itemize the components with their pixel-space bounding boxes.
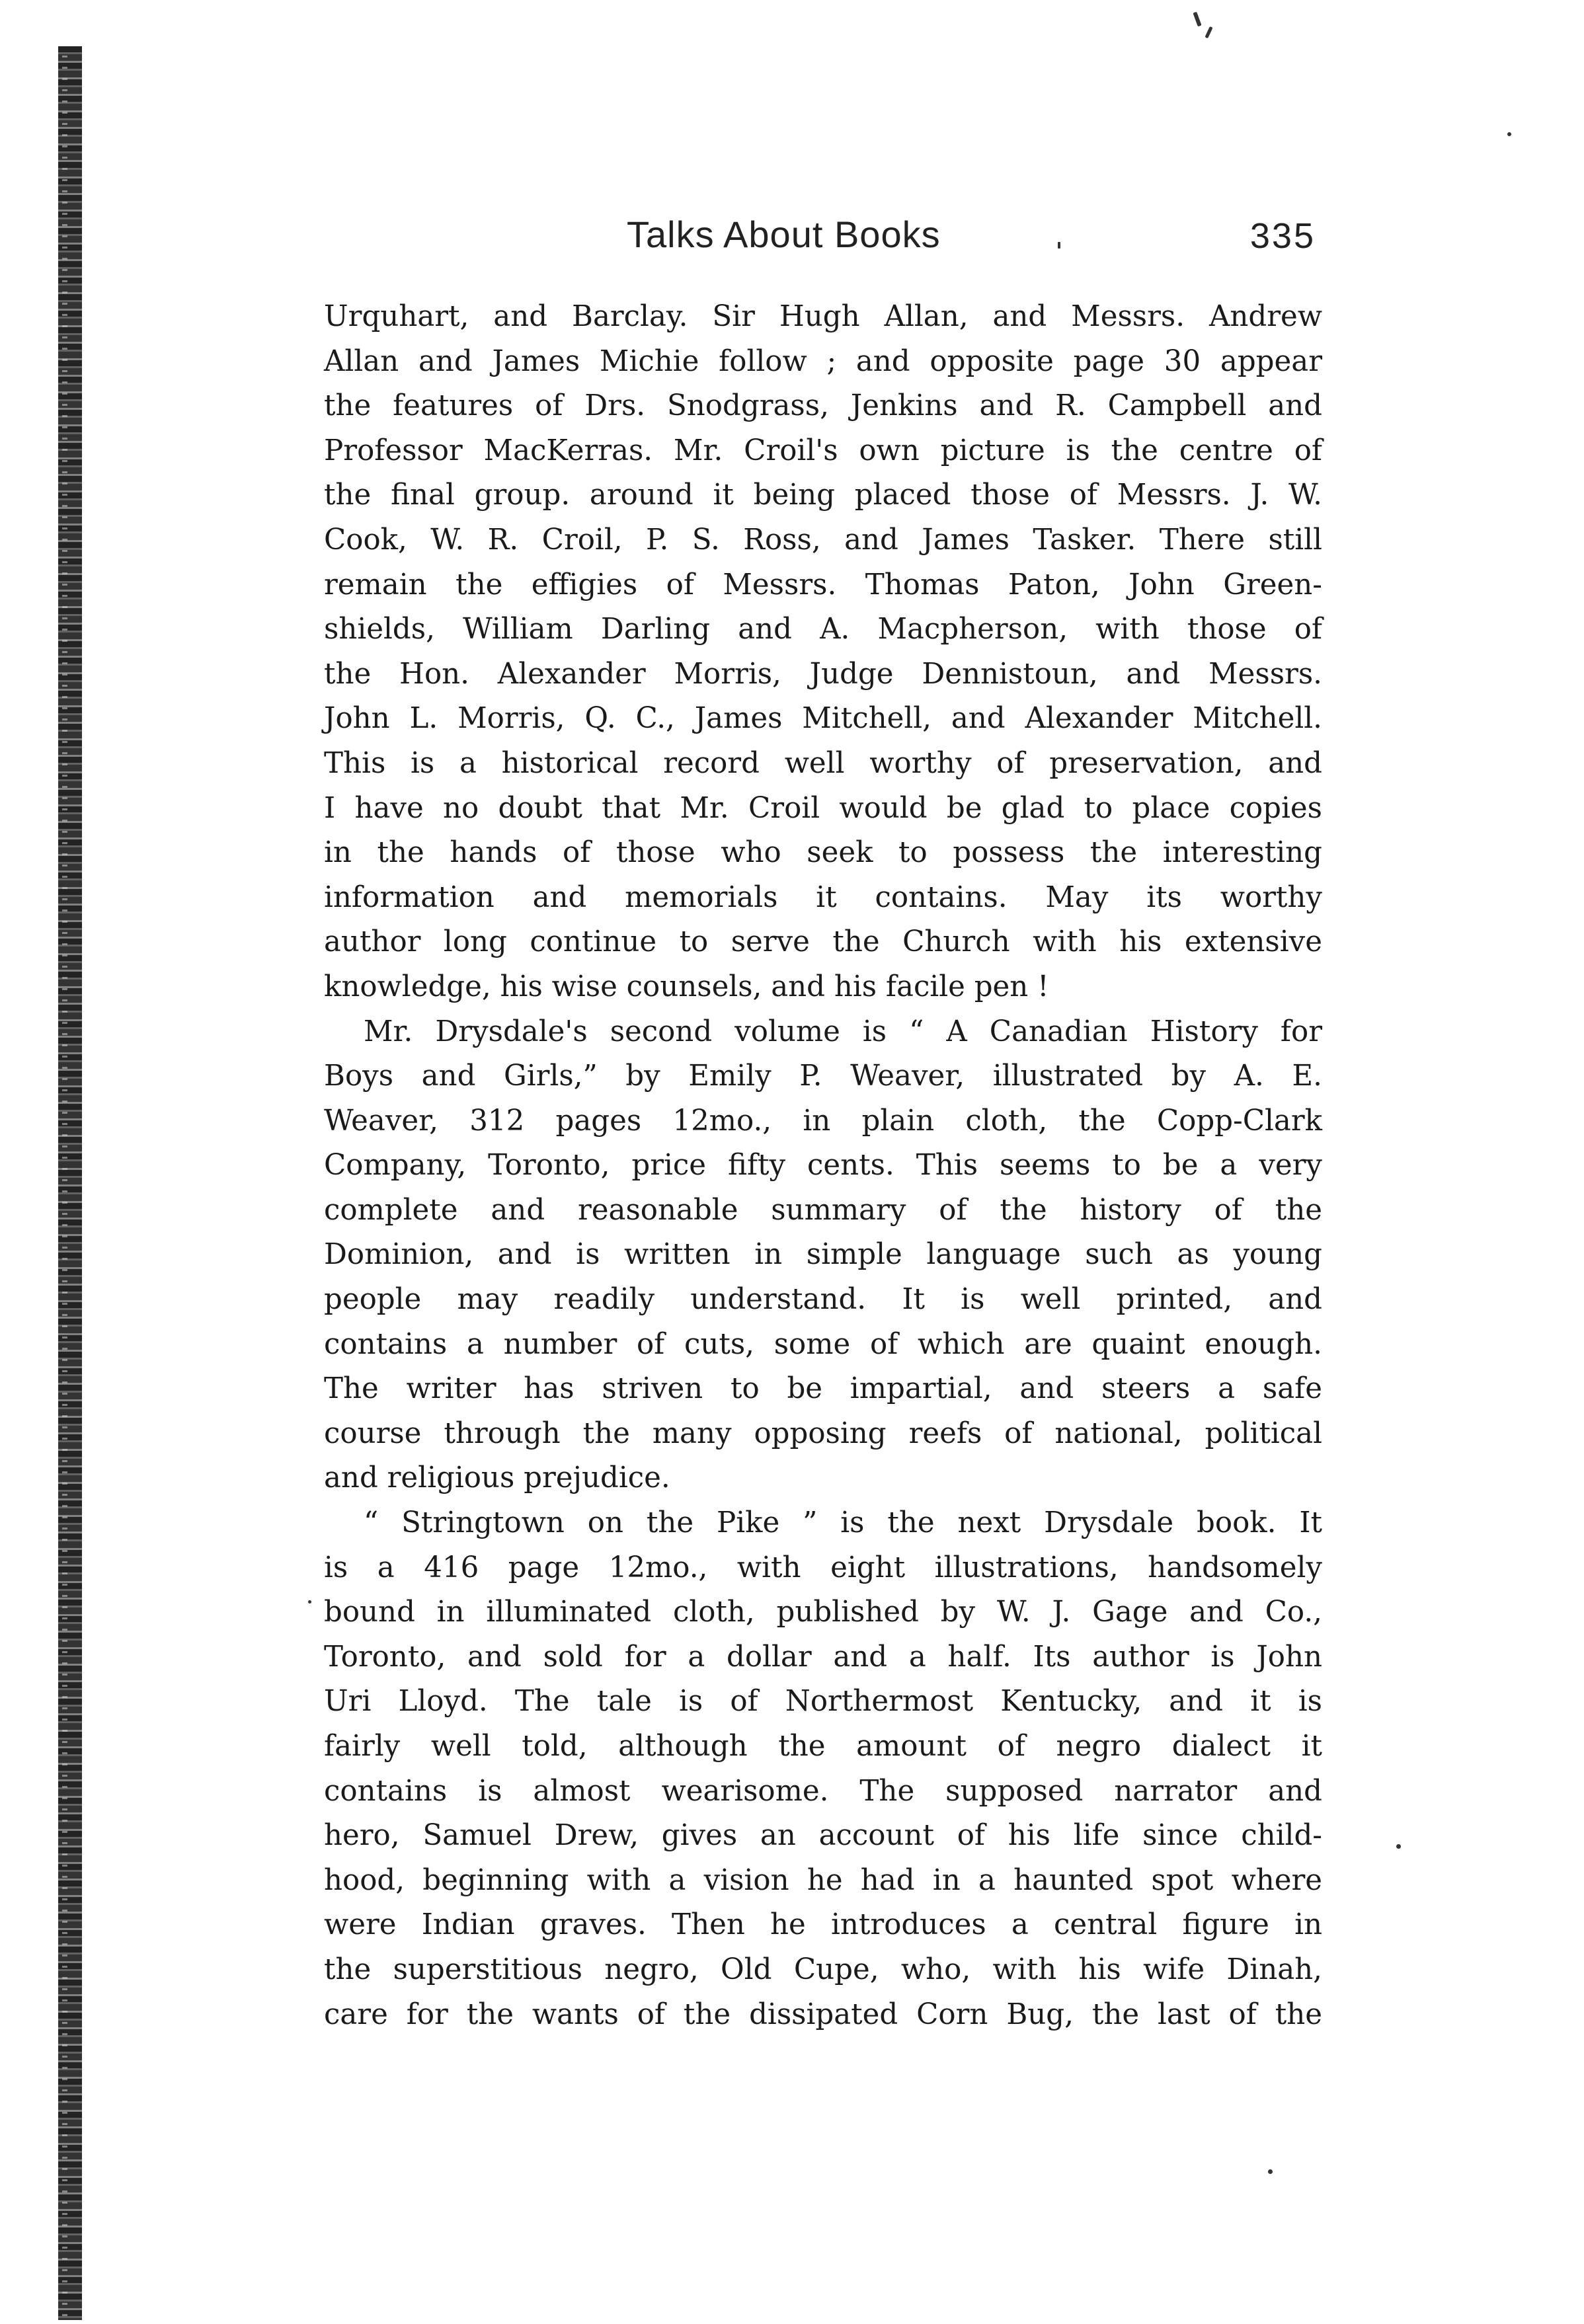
text-line: knowledge, his wise counsels, and his facile pen ! xyxy=(324,970,1049,1003)
text-line: Toronto, and sold for a dollar and a half. Its author is John xyxy=(324,1640,1322,1674)
text-line: in the hands of those who seek to possess the interesting xyxy=(324,836,1322,870)
text-line: remain the effigies of Messrs. Thomas Paton, John Green- xyxy=(324,568,1322,601)
text-line: This is a historical record well worthy of preservation, and xyxy=(324,746,1322,780)
text-line: the superstitious negro, Old Cupe, who, with his wife Dinah, xyxy=(324,1953,1322,1986)
running-head xyxy=(317,213,1322,272)
text-line: care for the wants of the dissipated Corn Bug, the last of the xyxy=(324,1997,1322,2031)
scan-speck xyxy=(308,1600,311,1604)
text-line: The writer has striven to be impartial, and steers a safe xyxy=(324,1372,1322,1406)
text-line: Company, Toronto, price fifty cents. This seems to be a very xyxy=(324,1149,1322,1182)
text-line: Boys and Girls,” by Emily P. Weaver, illustrated by A. E. xyxy=(324,1060,1322,1093)
text-line: Dominion, and is written in simple language such as young xyxy=(324,1238,1322,1272)
text-line: is a 416 page 12mo., with eight illustrations, handsomely xyxy=(324,1551,1322,1584)
text-line: Urquhart, and Barclay. Sir Hugh Allan, and Messrs. Andrew xyxy=(324,300,1322,333)
body-text xyxy=(324,295,1322,2037)
text-line: complete and reasonable summary of the history of the xyxy=(324,1193,1322,1227)
book-binding-edge xyxy=(58,46,82,2320)
text-line: Allan and James Michie follow ; and opposite page 30 appear xyxy=(324,344,1322,378)
text-line: Professor MacKerras. Mr. Croil's own picture is the centre of xyxy=(324,434,1322,467)
text-line: and religious prejudice. xyxy=(324,1461,670,1495)
text-line: Mr. Drysdale's second volume is “ A Canadian History for xyxy=(364,1015,1322,1048)
text-line: I have no doubt that Mr. Croil would be glad to place copies xyxy=(324,791,1322,825)
text-line: information and memorials it contains. May its worthy xyxy=(324,880,1322,914)
text-line: “ Stringtown on the Pike ” is the next Drysdale book. It xyxy=(364,1506,1322,1540)
scan-speck xyxy=(1205,26,1212,38)
text-line: fairly well told, although the amount of negro dialect it xyxy=(324,1730,1322,1763)
text-line: hood, beginning with a vision he had in a haunted spot where xyxy=(324,1863,1322,1897)
text-line: the Hon. Alexander Morris, Judge Dennistoun, and Messrs. xyxy=(324,657,1322,691)
page-number: 335 xyxy=(1249,216,1316,256)
text-line: the features of Drs. Snodgrass, Jenkins and R. Campbell and xyxy=(324,389,1322,423)
text-line: Cook, W. R. Croil, P. S. Ross, and James Tasker. There still xyxy=(324,523,1322,557)
text-line: were Indian graves. Then he introduces a central figure in xyxy=(324,1908,1322,1942)
text-line: course through the many opposing reefs of national, political xyxy=(324,1416,1322,1450)
text-line: shields, William Darling and A. Macpherson, with those of xyxy=(324,613,1322,646)
scan-speck xyxy=(1507,132,1511,136)
text-line: people may readily understand. It is well printed, and xyxy=(324,1283,1322,1317)
scan-speck xyxy=(1396,1844,1401,1849)
text-line: the final group. around it being placed those of Messrs. J. W. xyxy=(324,479,1322,512)
scan-speck xyxy=(1268,2169,1273,2174)
scan-speck xyxy=(1193,12,1201,27)
text-line: contains a number of cuts, some of which are quaint enough. xyxy=(324,1327,1322,1361)
text-line: hero, Samuel Drew, gives an account of his life since child- xyxy=(324,1819,1322,1853)
text-line: Uri Lloyd. The tale is of Northermost Kentucky, and it is xyxy=(324,1685,1322,1719)
running-title: Talks About Books xyxy=(627,213,941,255)
text-line: Weaver, 312 pages 12mo., in plain cloth, the Copp-Clark xyxy=(324,1104,1322,1138)
text-line: author long continue to serve the Church with his extensive xyxy=(324,925,1322,959)
text-line: bound in illuminated cloth, published by W. J. Gage and Co., xyxy=(324,1596,1322,1629)
text-line: John L. Morris, Q. C., James Mitchell, and Alexander Mitchell. xyxy=(324,702,1322,736)
text-line: contains is almost wearisome. The supposed narrator and xyxy=(324,1774,1322,1808)
